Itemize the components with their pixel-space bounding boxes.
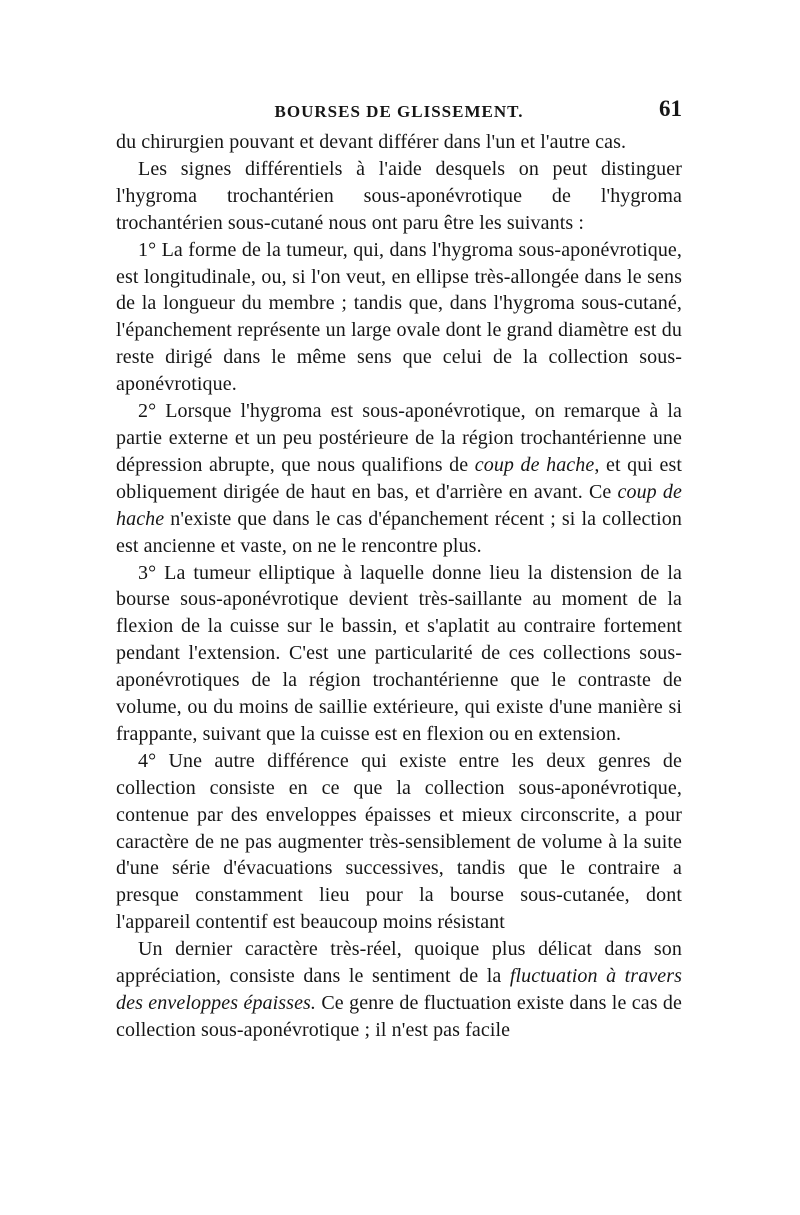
running-head: [116, 96, 682, 126]
text-run: 3° La tumeur elliptique à laquelle donne lieu la distension de la bourse sous-aponévrotique devient très-saillante au moment de la flexion de la cuisse sur le bassin, et s'aplatit au contraire fortement pendant l'extension. C'est une particularité de ces collections sous-aponévrotiques de la région trochantérienne que le contraste de volume, ou du moins de saillie extérieure, qui existe d'une manière si frappante, suivant que la cuisse est en flexion ou en extension.: [116, 561, 682, 745]
paragraph: [116, 237, 682, 398]
running-head-title: BOURSES DE GLISSEMENT.: [274, 102, 524, 121]
paragraph: [116, 156, 682, 237]
text-run: 4° Une autre différence qui existe entre les deux genres de collection consiste en ce que la collection sous-aponévrotique, contenue par des enveloppes épaisses et mieux circonscrite, a pour caractère de ne pas augmenter très-sensiblement de volume à la suite d'une série d'évacuations successives, tandis que le contraire a presque constamment lieu pour la bourse sous-cutanée, dont l'appareil contentif est beaucoup moins résistant: [116, 749, 682, 934]
text-run: Les signes différentiels à l'aide desquels on peut distinguer l'hygroma trochantérien sous-aponévrotique de l'hygroma trochantérien sous-cutané nous ont paru être les suivants :: [116, 157, 682, 234]
italic-phrase: coup de hache: [116, 480, 682, 530]
text-run: du chirurgien pouvant et devant différer dans l'un et l'autre cas.: [116, 131, 627, 153]
text-run: 1° La forme de la tumeur, qui, dans l'hygroma sous-aponévrotique, est longitudinale, ou, si l'on veut, en ellipse très-allongée dans le sens de la longueur du membre ; tandis que, dans l'hygroma sous-cutané, l'épanchement représente un large ovale dont le grand diamètre est du reste dirigé dans le même sens que celui de la collection sous-aponévrotique.: [116, 238, 682, 396]
paragraph: [116, 129, 682, 156]
text-run: , et qui est obliquement dirigée de haut en bas, et d'arrière en avant. Ce: [116, 453, 682, 503]
paragraph: [116, 398, 682, 559]
text-run: Ce genre de fluctuation existe dans le cas de collection sous-aponévrotique ; il n'est pas facile: [116, 992, 682, 1041]
paragraph: [116, 560, 682, 748]
page-number: 61: [659, 96, 682, 121]
italic-phrase: fluctuation à travers des enveloppes épaisses.: [116, 965, 683, 1014]
paragraph: [116, 748, 682, 936]
body-text: [116, 129, 682, 1044]
text-run: Un dernier caractère très-réel, quoique plus délicat dans son appréciation, consiste dans le sentiment de la: [116, 938, 682, 988]
text-run: n'existe que dans le cas d'épanchement récent ; si la collection est ancienne et vaste, on ne le rencontre plus.: [116, 507, 682, 557]
text-run: 2° Lorsque l'hygroma est sous-aponévrotique, on remarque à la partie externe et un peu postérieure de la région trochantérienne une dépression abrupte, que nous qualifions de: [116, 400, 682, 476]
paragraph: [116, 936, 682, 1044]
italic-phrase: coup de hache: [474, 453, 595, 476]
